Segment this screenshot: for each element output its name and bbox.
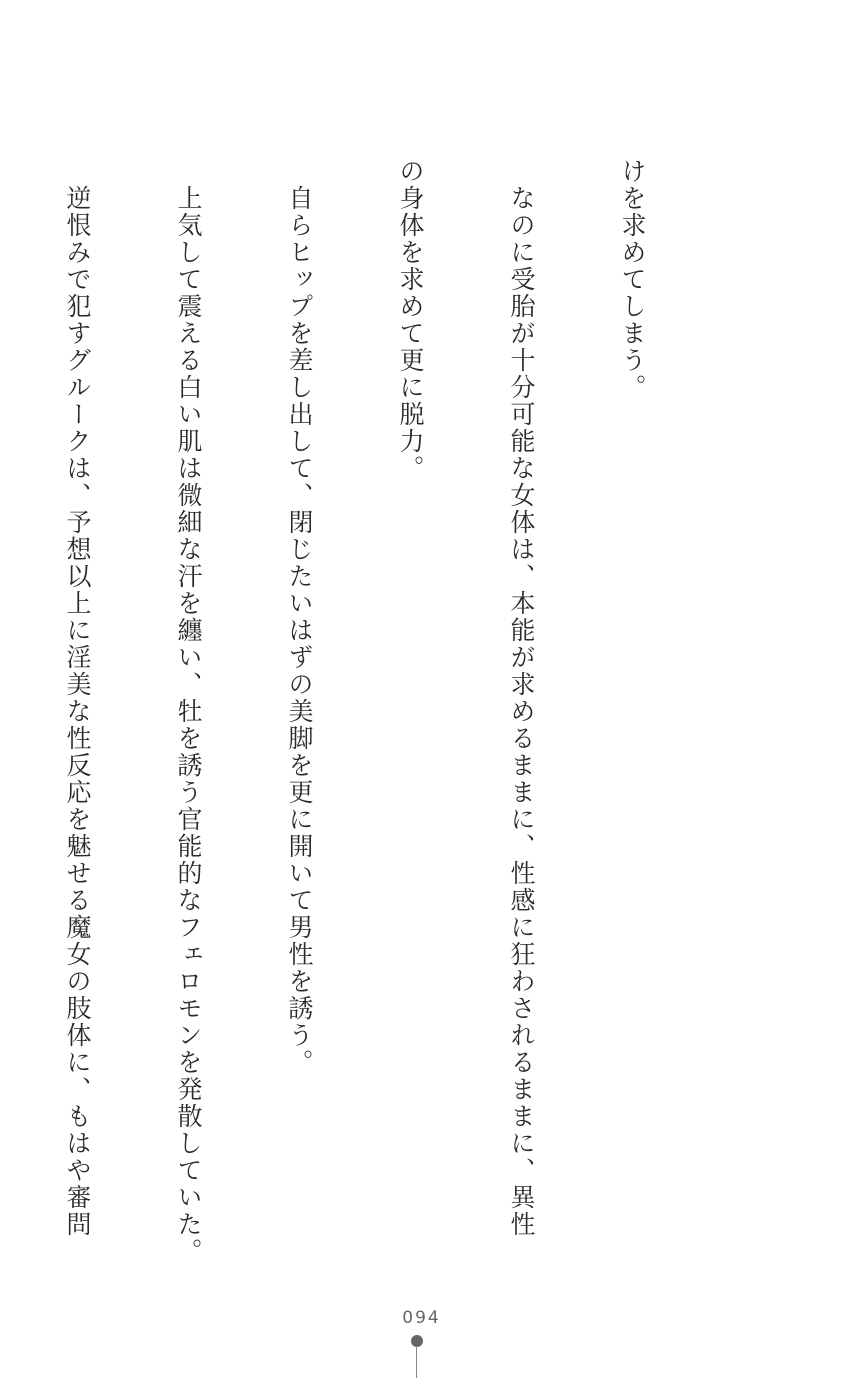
text-line: 上気して震える白い肌は微細な汗を纏い、牡を誘う官能的なフェロモンを発散していた。 (174, 158, 203, 1265)
page-marker-dot (411, 1335, 423, 1347)
page-marker-line (416, 1346, 417, 1378)
text-line: けを求めてしまう。 (618, 158, 647, 401)
vertical-text-body (0, 158, 725, 1265)
text-line: の身体を求めて更に脱力。 (396, 158, 425, 482)
text-line: 逆恨みで犯すグルークは、予想以上に淫美な性反応を魅せる魔女の肢体に、もはや審問 (63, 158, 92, 1238)
text-line: 自らヒップを差し出して、閉じたいはずの美脚を更に開いて男性を誘う。 (285, 158, 314, 1076)
text-line: なのに受胎が十分可能な女体は、本能が求めるままに、性感に狂わされるままに、異性 (507, 158, 536, 1238)
page-number: 094 (402, 1308, 441, 1328)
